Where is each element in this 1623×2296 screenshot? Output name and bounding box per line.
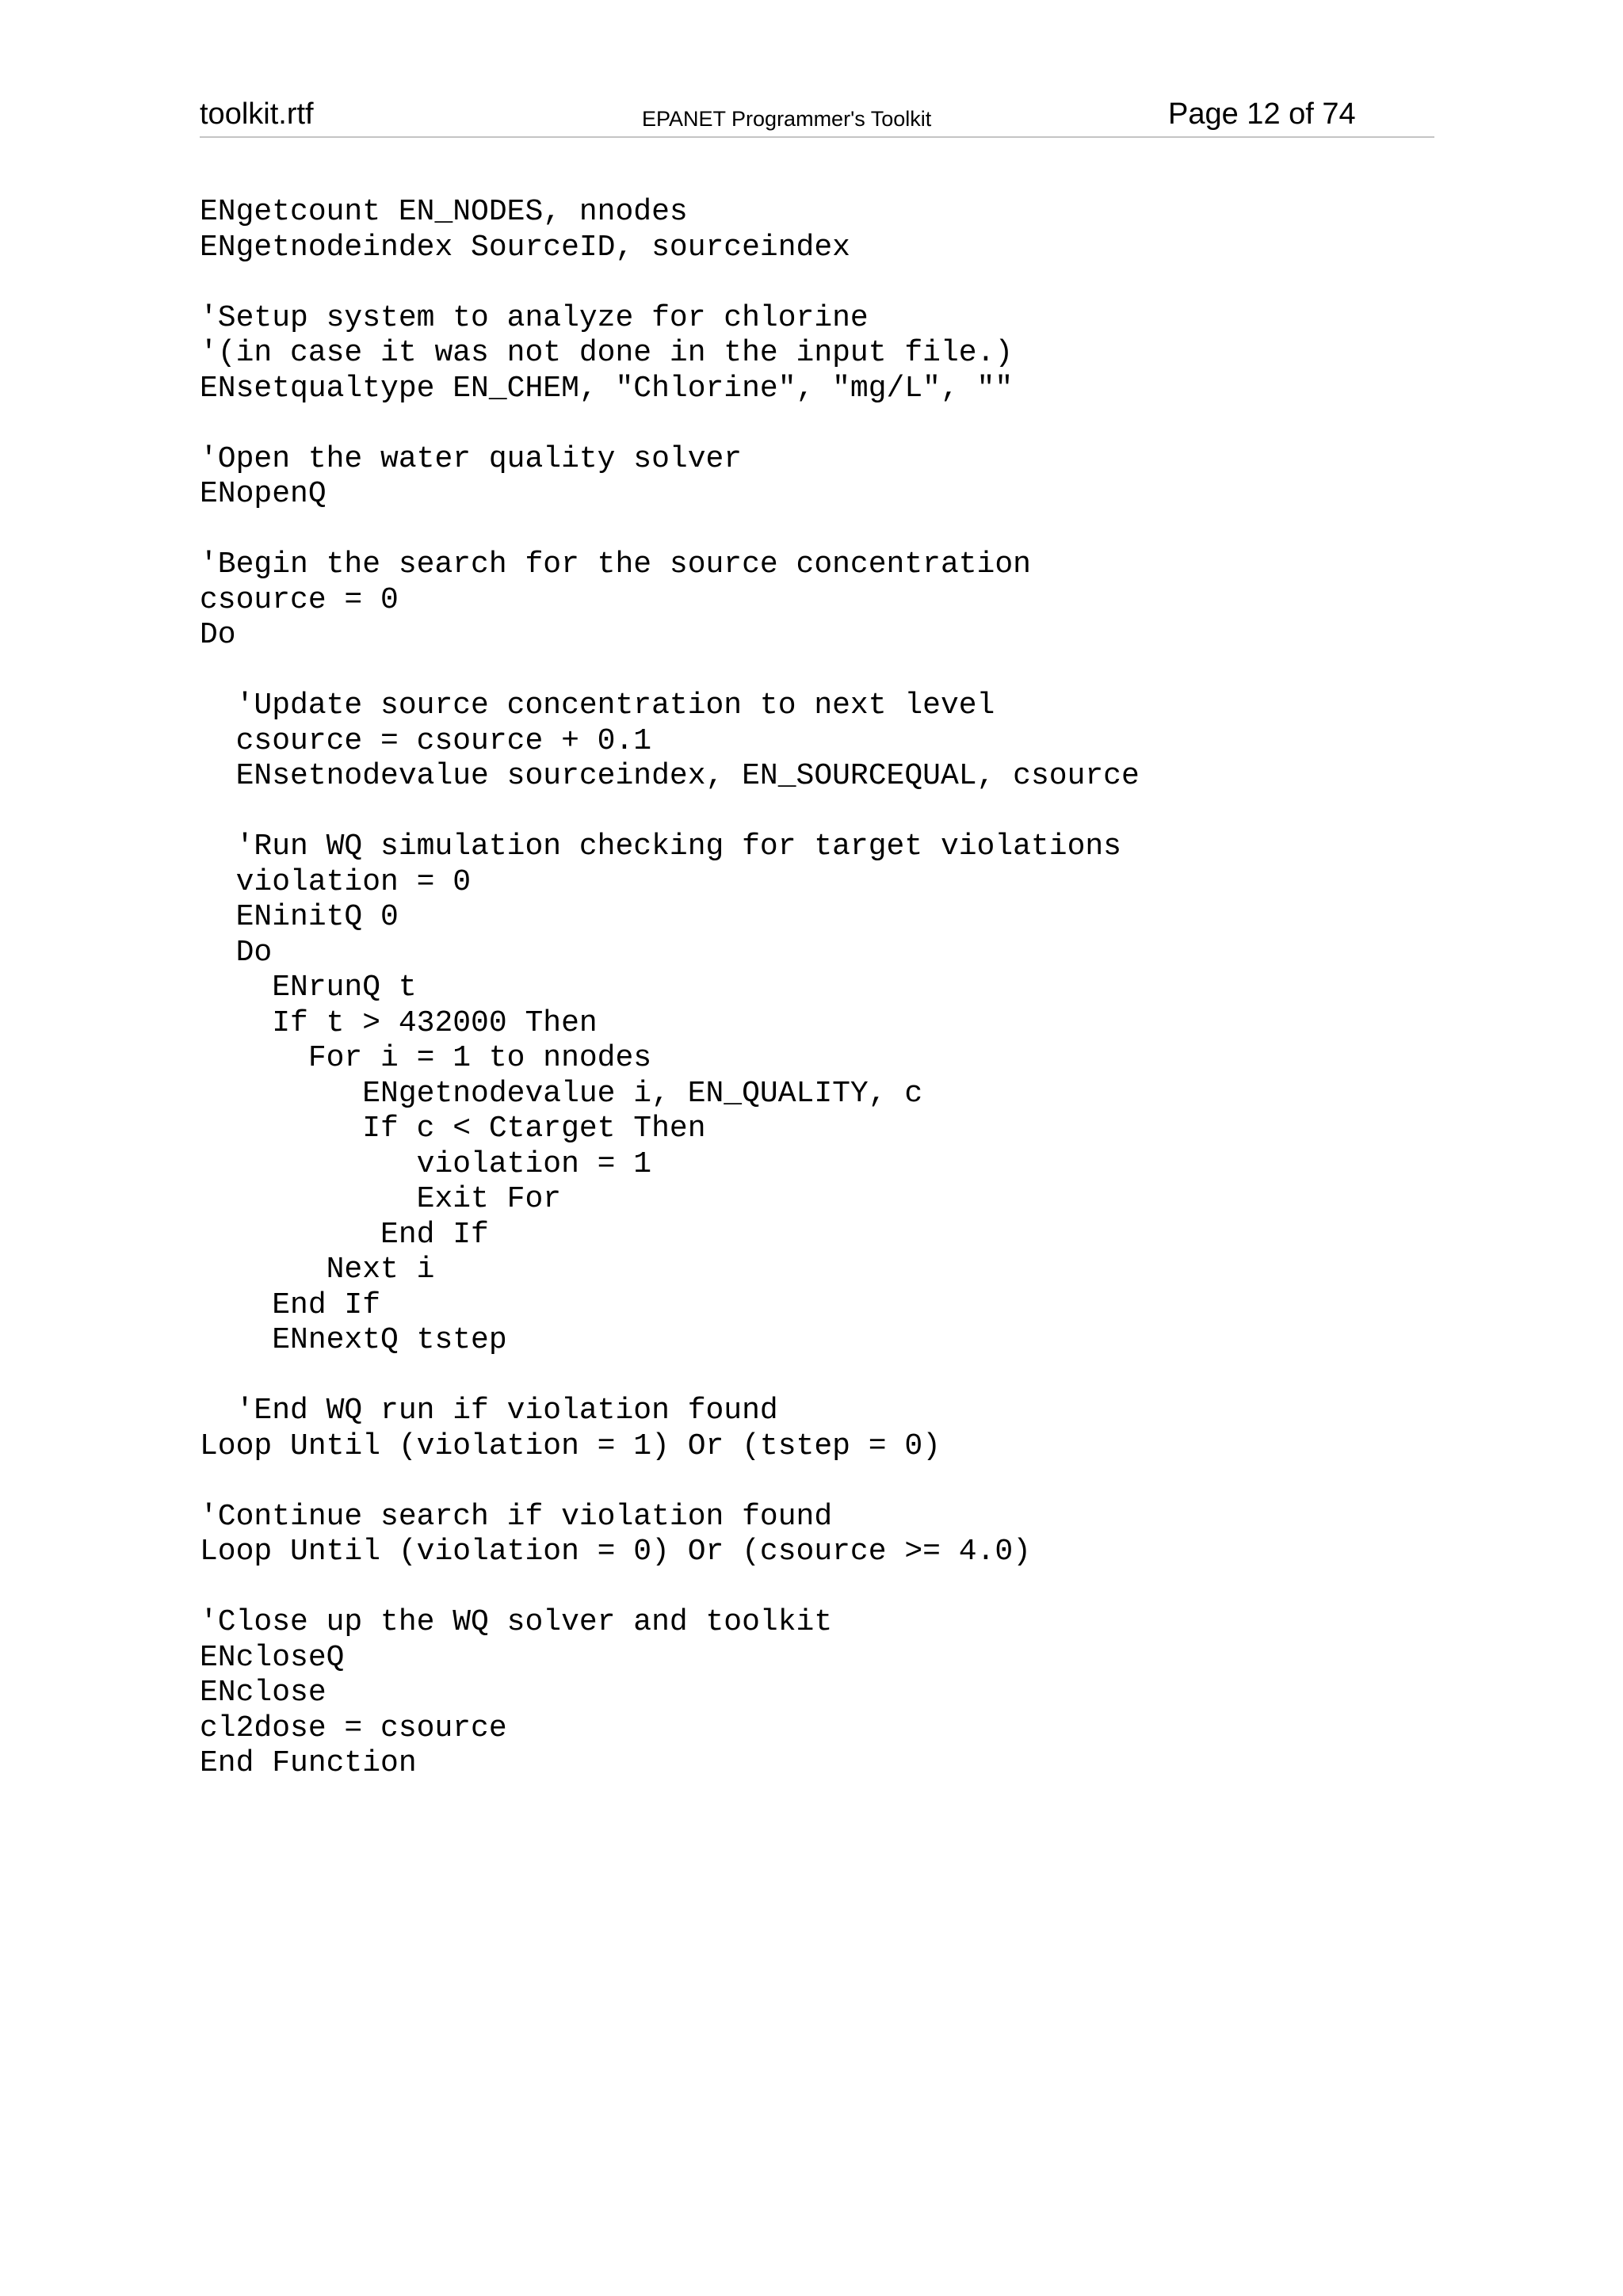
code-line: 'Update source concentration to next level bbox=[200, 688, 995, 723]
code-line: 'Close up the WQ solver and toolkit bbox=[200, 1605, 833, 1639]
code-line: violation = 0 bbox=[200, 864, 472, 899]
code-line: Loop Until (violation = 0) Or (csource >= 4.0) bbox=[200, 1535, 1031, 1569]
code-line: ENclose bbox=[200, 1676, 327, 1710]
code-line: ENopenQ bbox=[200, 477, 327, 511]
code-line: End Function bbox=[200, 1746, 417, 1780]
code-line: Exit For bbox=[200, 1182, 562, 1216]
code-listing bbox=[200, 195, 1436, 1782]
code-line: Do bbox=[200, 618, 236, 652]
code-line bbox=[200, 1570, 1436, 1606]
code-line: csource = csource + 0.1 bbox=[200, 723, 652, 758]
code-line: ENsetnodevalue sourceindex, EN_SOURCEQUAL, csource bbox=[200, 759, 1140, 793]
code-line bbox=[200, 406, 1436, 442]
code-line: Loop Until (violation = 1) Or (tstep = 0) bbox=[200, 1428, 941, 1463]
code-line bbox=[200, 265, 1436, 301]
code-line: Do bbox=[200, 935, 273, 970]
code-line: ENcloseQ bbox=[200, 1640, 345, 1675]
code-line: 'Open the water quality solver bbox=[200, 441, 743, 476]
code-line: Next i bbox=[200, 1253, 435, 1287]
header-file-name: toolkit.rtf bbox=[200, 97, 314, 131]
code-line: ENnextQ tstep bbox=[200, 1323, 507, 1357]
code-line bbox=[200, 795, 1436, 830]
code-line: If t > 432000 Then bbox=[200, 1005, 598, 1040]
code-line bbox=[200, 1464, 1436, 1500]
code-line: End If bbox=[200, 1287, 381, 1322]
code-line: For i = 1 to nnodes bbox=[200, 1041, 652, 1075]
code-line: violation = 1 bbox=[200, 1146, 652, 1181]
header-document-title: EPANET Programmer's Toolkit bbox=[642, 107, 932, 131]
header-page-number: Page 12 of 74 bbox=[1168, 97, 1356, 131]
code-line: ENinitQ 0 bbox=[200, 900, 399, 934]
code-line: 'Setup system to analyze for chlorine bbox=[200, 300, 869, 335]
code-line bbox=[200, 1359, 1436, 1394]
page-header bbox=[200, 93, 1434, 138]
code-line: '(in case it was not done in the input file.) bbox=[200, 336, 1014, 370]
code-line bbox=[200, 654, 1436, 689]
code-line: 'End WQ run if violation found bbox=[200, 1394, 778, 1428]
code-line: ENgetcount EN_NODES, nnodes bbox=[200, 195, 688, 229]
code-line: ENrunQ t bbox=[200, 971, 417, 1005]
code-line: 'Continue search if violation found bbox=[200, 1499, 833, 1534]
code-line: If c < Ctarget Then bbox=[200, 1112, 706, 1146]
code-line: ENgetnodevalue i, EN_QUALITY, c bbox=[200, 1076, 923, 1111]
code-line: 'Run WQ simulation checking for target violations bbox=[200, 830, 1121, 864]
code-line: ENsetqualtype EN_CHEM, "Chlorine", "mg/L", "" bbox=[200, 371, 1014, 406]
code-line: cl2dose = csource bbox=[200, 1711, 507, 1745]
code-line: csource = 0 bbox=[200, 582, 399, 617]
code-line bbox=[200, 513, 1436, 548]
code-line: ENgetnodeindex SourceID, sourceindex bbox=[200, 230, 850, 265]
code-line: End If bbox=[200, 1217, 489, 1252]
code-line: 'Begin the search for the source concentration bbox=[200, 547, 1031, 582]
